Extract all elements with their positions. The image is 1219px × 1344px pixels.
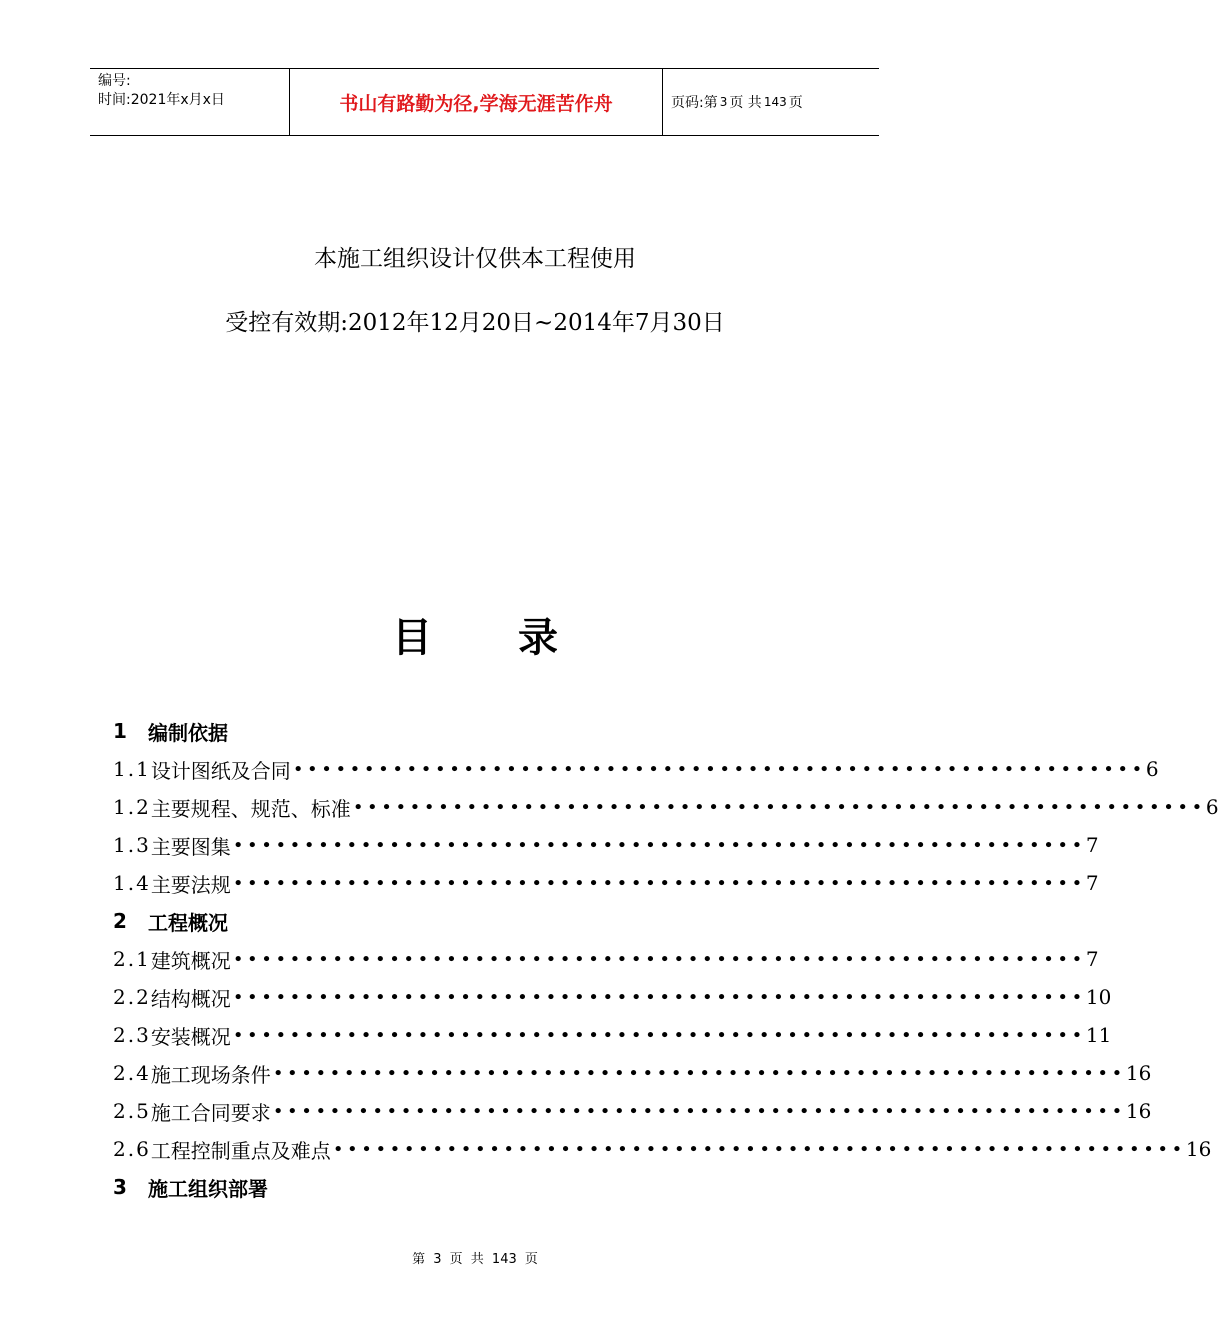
toc-title-text: 主要图集 — [150, 834, 231, 859]
toc-entry[interactable] — [113, 978, 1112, 1016]
toc-number: 3 — [113, 1175, 127, 1199]
toc-title-text: 主要规程、规范、标准 — [150, 796, 351, 821]
toc-title-text: 建筑概况 — [150, 948, 231, 973]
toc-title-text: 施工组织部署 — [148, 1176, 268, 1201]
toc-entry[interactable] — [113, 1016, 1112, 1054]
header-page-current: 3 — [719, 95, 728, 109]
toc-leader-dots: •••••••••••••••••••••••••••••••••••••••••••••••••••••••••••• — [232, 1024, 1086, 1046]
page-footer: 第 3 页 共 143 页 — [412, 1252, 538, 1267]
toc-title-text: 结构概况 — [150, 986, 231, 1011]
toc-number: 2 — [113, 909, 127, 933]
toc-title-text: 安装概况 — [150, 1024, 231, 1049]
toc-page-number: 16 — [1125, 1099, 1152, 1123]
toc-entry[interactable] — [113, 864, 1099, 902]
header-page-prefix: 页码:第 — [671, 95, 718, 111]
toc-leader-dots: •••••••••••••••••••••••••••••••••••••••••••••••••••••••••••• — [272, 1062, 1126, 1084]
toc-entry[interactable] — [113, 1130, 1212, 1168]
toc-title-text: 编制依据 — [148, 720, 228, 745]
table-of-contents — [113, 712, 1219, 1206]
toc-number: 1.1 — [113, 757, 151, 781]
toc-entry[interactable] — [113, 788, 1219, 826]
toc-leader-dots: •••••••••••••••••••••••••••••••••••••••••••••••••••••••••••• — [232, 948, 1086, 970]
toc-leader-dots: •••••••••••••••••••••••••••••••••••••••••••••••••••••••••••• — [292, 758, 1146, 780]
toc-page-number: 11 — [1085, 1023, 1112, 1047]
usage-notice: 本施工组织设计仅供本工程使用 — [314, 246, 636, 272]
toc-title-text: 主要法规 — [150, 872, 231, 897]
toc-title-text: 工程概况 — [148, 910, 228, 935]
header-meta-cell — [90, 69, 290, 135]
header-page-total: 143 — [763, 95, 787, 109]
toc-page-number: 16 — [1185, 1137, 1212, 1161]
toc-leader-dots: •••••••••••••••••••••••••••••••••••••••••••••••••••••••••••• — [352, 796, 1206, 818]
header-page-suffix: 页 — [788, 95, 803, 111]
toc-number: 1.2 — [113, 795, 151, 819]
header-page-info — [663, 69, 879, 135]
toc-entry[interactable] — [113, 750, 1159, 788]
toc-number: 1.4 — [113, 871, 151, 895]
toc-chapter[interactable] — [113, 902, 835, 940]
toc-leader-dots: •••••••••••••••••••••••••••••••••••••••••••••••••••••••••••• — [232, 834, 1086, 856]
toc-number: 2.6 — [113, 1137, 151, 1161]
toc-title-text: 施工现场条件 — [150, 1062, 271, 1087]
header-motto: 书山有路勤为径,学海无涯苦作舟 — [290, 69, 663, 135]
toc-entry[interactable] — [113, 1092, 1152, 1130]
header-time-label: 时间:2021年x月x日 — [98, 92, 225, 108]
toc-number: 2.3 — [113, 1023, 151, 1047]
header-code-label: 编号: — [98, 73, 131, 89]
toc-title: 目录 — [392, 615, 644, 661]
toc-chapter[interactable] — [113, 1168, 835, 1206]
toc-page-number: 6 — [1145, 757, 1159, 781]
document-header — [90, 68, 879, 136]
toc-page-number: 6 — [1205, 795, 1219, 819]
toc-chapter[interactable] — [113, 712, 835, 750]
toc-leader-dots: •••••••••••••••••••••••••••••••••••••••••••••••••••••••••••• — [232, 872, 1086, 894]
toc-page-number: 7 — [1085, 947, 1099, 971]
toc-page-number: 7 — [1085, 833, 1099, 857]
toc-number: 1 — [113, 719, 127, 743]
toc-title-text: 工程控制重点及难点 — [150, 1138, 331, 1163]
toc-number: 1.3 — [113, 833, 151, 857]
toc-title-text: 施工合同要求 — [150, 1100, 271, 1125]
toc-leader-dots: •••••••••••••••••••••••••••••••••••••••••••••••••••••••••••• — [272, 1100, 1126, 1122]
toc-page-number: 10 — [1085, 985, 1112, 1009]
toc-title-text: 设计图纸及合同 — [150, 758, 291, 783]
toc-leader-dots: •••••••••••••••••••••••••••••••••••••••••••••••••••••••••••• — [232, 986, 1086, 1008]
header-page-mid: 页 共 — [729, 95, 762, 111]
toc-number: 2.1 — [113, 947, 151, 971]
toc-number: 2.2 — [113, 985, 151, 1009]
toc-number: 2.5 — [113, 1099, 151, 1123]
toc-page-number: 7 — [1085, 871, 1099, 895]
toc-entry[interactable] — [113, 1054, 1152, 1092]
toc-number: 2.4 — [113, 1061, 151, 1085]
validity-period: 受控有效期:2012年12月20日~2014年7月30日 — [225, 310, 725, 336]
toc-leader-dots: •••••••••••••••••••••••••••••••••••••••••••••••••••••••••••• — [332, 1138, 1186, 1160]
toc-entry[interactable] — [113, 826, 1099, 864]
toc-page-number: 16 — [1125, 1061, 1152, 1085]
toc-entry[interactable] — [113, 940, 1099, 978]
